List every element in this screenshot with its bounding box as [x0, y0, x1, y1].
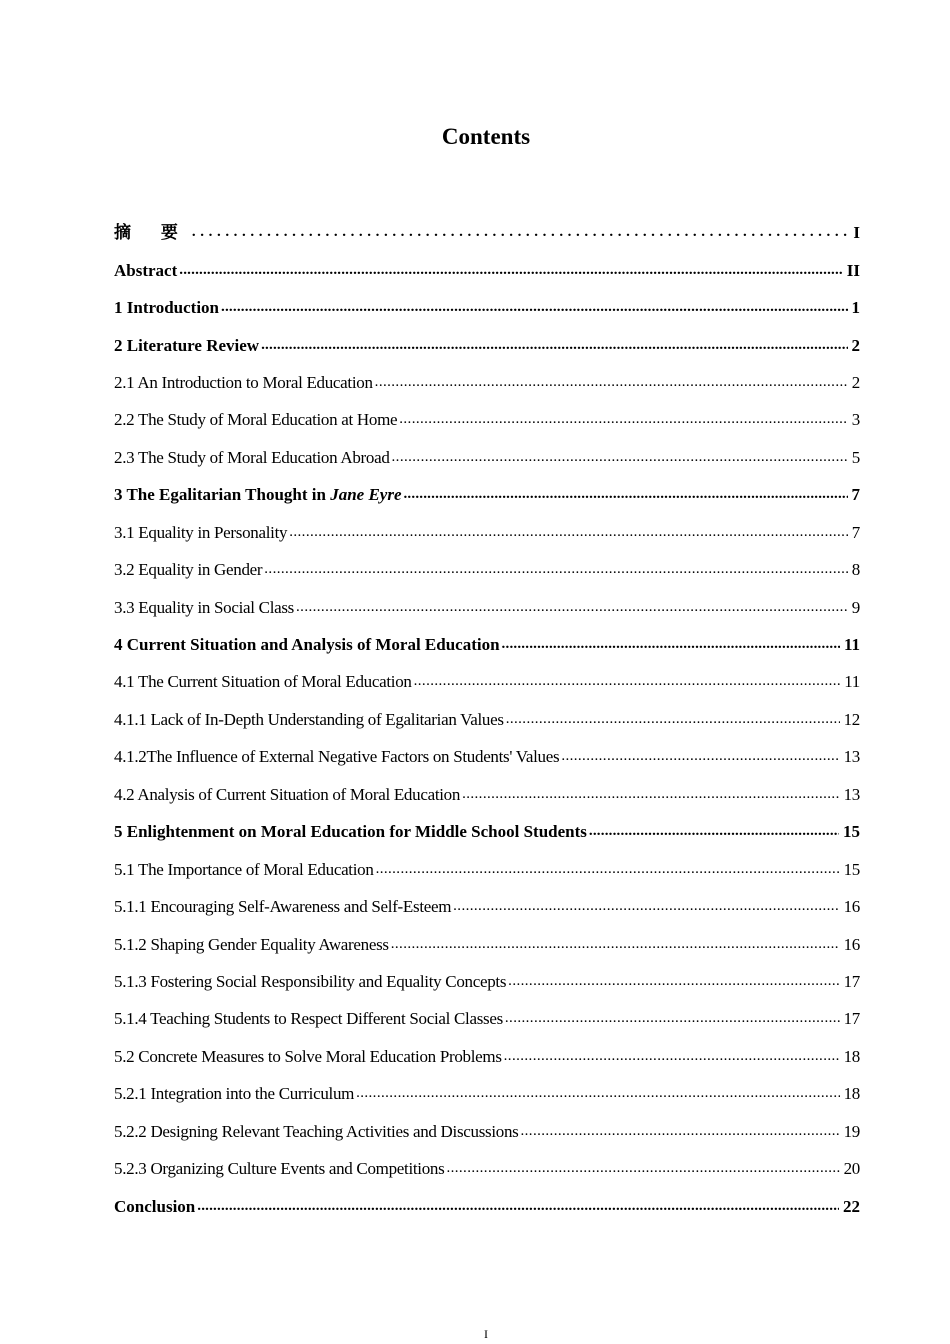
- toc-entry[interactable]: [114, 850, 860, 887]
- toc-dot-leader: [521, 1123, 840, 1140]
- toc-entry[interactable]: [114, 476, 860, 513]
- toc-entry-title: 摘 要: [114, 222, 190, 243]
- toc-entry-page-number: 1: [851, 298, 860, 318]
- toc-entry[interactable]: [114, 813, 860, 850]
- toc-entry[interactable]: [114, 776, 860, 813]
- toc-entry-page-number: 9: [851, 597, 860, 617]
- toc-entry-page-number: 5: [851, 447, 860, 467]
- toc-entry-title: 2.1 An Introduction to Moral Education: [114, 372, 373, 392]
- toc-entry-page-number: 20: [843, 1159, 860, 1179]
- toc-entry[interactable]: [114, 1187, 860, 1224]
- toc-entry-title: 5 Enlightenment on Moral Education for Middle School Students: [114, 822, 587, 842]
- toc-entry-page-number: 3: [851, 410, 860, 430]
- toc-entry-page-number: 12: [843, 709, 860, 729]
- toc-entry-title: 4.1 The Current Situation of Moral Education: [114, 672, 412, 692]
- toc-entry-title: 2.2 The Study of Moral Education at Home: [114, 410, 398, 430]
- toc-entry-page-number: 17: [843, 971, 860, 991]
- toc-dot-leader: [502, 636, 840, 653]
- toc-entry[interactable]: [114, 1150, 860, 1187]
- toc-dot-leader: [197, 1198, 839, 1215]
- footer-page-number: I: [484, 1327, 488, 1341]
- toc-entry[interactable]: [114, 1075, 860, 1112]
- toc-entry-title: 5.2 Concrete Measures to Solve Moral Education Problems: [114, 1046, 502, 1066]
- toc-dot-leader: [179, 262, 843, 279]
- toc-entry[interactable]: [114, 1000, 860, 1037]
- toc-entry-title: 4.2 Analysis of Current Situation of Moral Education: [114, 784, 461, 804]
- toc-entry-title: Abstract: [114, 260, 178, 280]
- toc-entry[interactable]: [114, 214, 860, 251]
- toc-dot-leader: [403, 486, 847, 503]
- toc-entry-page-number: 22: [843, 1196, 860, 1216]
- toc-entry-title: 4.1.2The Influence of External Negative Factors on Students' Values: [114, 747, 560, 767]
- toc-entry-page-number: 15: [843, 859, 860, 879]
- toc-entry-title: 5.1.3 Fostering Social Responsibility and Equality Concepts: [114, 971, 507, 991]
- toc-dot-leader: [453, 898, 839, 915]
- toc-entry-title: 5.1.4 Teaching Students to Respect Different Social Classes: [114, 1009, 503, 1029]
- toc-entry-page-number: 2: [851, 335, 860, 355]
- toc-entry-title: 5.1 The Importance of Moral Education: [114, 859, 374, 879]
- toc-dot-leader: [505, 1010, 840, 1027]
- toc-entry[interactable]: [114, 551, 860, 588]
- toc-dot-leader: [192, 224, 849, 241]
- toc-entry-title: 4.1.1 Lack of In-Depth Understanding of Egalitarian Values: [114, 709, 504, 729]
- toc-entry-title: 5.2.2 Designing Relevant Teaching Activities and Discussions: [114, 1121, 519, 1141]
- toc-entry-title: 2 Literature Review: [114, 335, 260, 355]
- toc-dot-leader: [261, 337, 847, 354]
- toc-entry-page-number: 13: [843, 747, 860, 767]
- toc-dot-leader: [508, 973, 839, 990]
- toc-entry-title: 5.2.3 Organizing Culture Events and Competitions: [114, 1159, 445, 1179]
- toc-dot-leader: [264, 561, 848, 578]
- toc-entry-page-number: II: [846, 260, 860, 280]
- toc-dot-leader: [399, 411, 848, 428]
- toc-entry[interactable]: [114, 401, 860, 438]
- toc-entry[interactable]: [114, 1038, 860, 1075]
- toc-entry-title: 3.1 Equality in Personality: [114, 522, 288, 542]
- toc-entry-page-number: 16: [843, 934, 860, 954]
- toc-entry-page-number: 18: [843, 1084, 860, 1104]
- toc-entry[interactable]: [114, 439, 860, 476]
- toc-entry-page-number: 16: [843, 897, 860, 917]
- toc-entry[interactable]: [114, 963, 860, 1000]
- toc-entry[interactable]: [114, 663, 860, 700]
- toc-entry-title: 5.2.1 Integration into the Curriculum: [114, 1084, 355, 1104]
- page-title: Contents: [441, 124, 531, 149]
- toc-entry-page-number: 18: [843, 1046, 860, 1066]
- toc-entry[interactable]: [114, 514, 860, 551]
- toc-dot-leader: [376, 861, 840, 878]
- toc-dot-leader: [506, 711, 840, 728]
- toc-entry-title: Conclusion: [114, 1196, 196, 1216]
- toc-entry-page-number: 15: [843, 822, 860, 842]
- toc-entry[interactable]: [114, 588, 860, 625]
- toc-entry-page-number: I: [853, 223, 860, 243]
- toc-entry-page-number: 17: [843, 1009, 860, 1029]
- toc-entry[interactable]: [114, 326, 860, 363]
- toc-dot-leader: [446, 1160, 839, 1177]
- toc-entry-title: 5.1.1 Encouraging Self-Awareness and Self-Esteem: [114, 897, 452, 917]
- toc-entry[interactable]: [114, 1113, 860, 1150]
- toc-dot-leader: [504, 1048, 840, 1065]
- toc-entry[interactable]: [114, 626, 860, 663]
- toc-dot-leader: [561, 748, 839, 765]
- toc-entry-page-number: 11: [843, 635, 860, 655]
- toc-entry-title: 3.2 Equality in Gender: [114, 560, 263, 580]
- toc-entry-page-number: 19: [843, 1121, 860, 1141]
- toc-entry-page-number: 8: [851, 560, 860, 580]
- toc-entry-page-number: 11: [844, 672, 860, 692]
- toc-dot-leader: [414, 673, 841, 690]
- table-of-contents: [114, 214, 860, 1225]
- toc-entry[interactable]: [114, 738, 860, 775]
- toc-entry-page-number: 7: [851, 485, 860, 505]
- toc-entry-title: 4 Current Situation and Analysis of Moral Education: [114, 635, 500, 655]
- toc-entry-title: 1 Introduction: [114, 298, 220, 318]
- toc-entry[interactable]: [114, 364, 860, 401]
- toc-dot-leader: [462, 786, 840, 803]
- toc-entry[interactable]: [114, 289, 860, 326]
- toc-entry-title: 5.1.2 Shaping Gender Equality Awareness: [114, 934, 389, 954]
- toc-entry[interactable]: [114, 251, 860, 288]
- toc-entry-page-number: 13: [843, 784, 860, 804]
- toc-dot-leader: [375, 374, 848, 391]
- toc-dot-leader: [391, 936, 840, 953]
- toc-entry[interactable]: [114, 925, 860, 962]
- toc-entry[interactable]: [114, 888, 860, 925]
- toc-entry-title: 3.3 Equality in Social Class: [114, 597, 295, 617]
- toc-dot-leader: [296, 599, 848, 616]
- toc-entry-page-number: 7: [851, 522, 860, 542]
- toc-entry-page-number: 2: [851, 372, 860, 392]
- toc-dot-leader: [221, 299, 847, 316]
- toc-entry[interactable]: [114, 701, 860, 738]
- toc-dot-leader: [392, 449, 848, 466]
- toc-dot-leader: [589, 823, 839, 840]
- toc-entry-title: 2.3 The Study of Moral Education Abroad: [114, 447, 390, 467]
- toc-entry-title: 3 The Egalitarian Thought in Jane Eyre: [114, 485, 402, 505]
- toc-dot-leader: [289, 524, 848, 541]
- toc-dot-leader: [356, 1085, 840, 1102]
- toc-entry-italic-title: Jane Eyre: [330, 485, 402, 505]
